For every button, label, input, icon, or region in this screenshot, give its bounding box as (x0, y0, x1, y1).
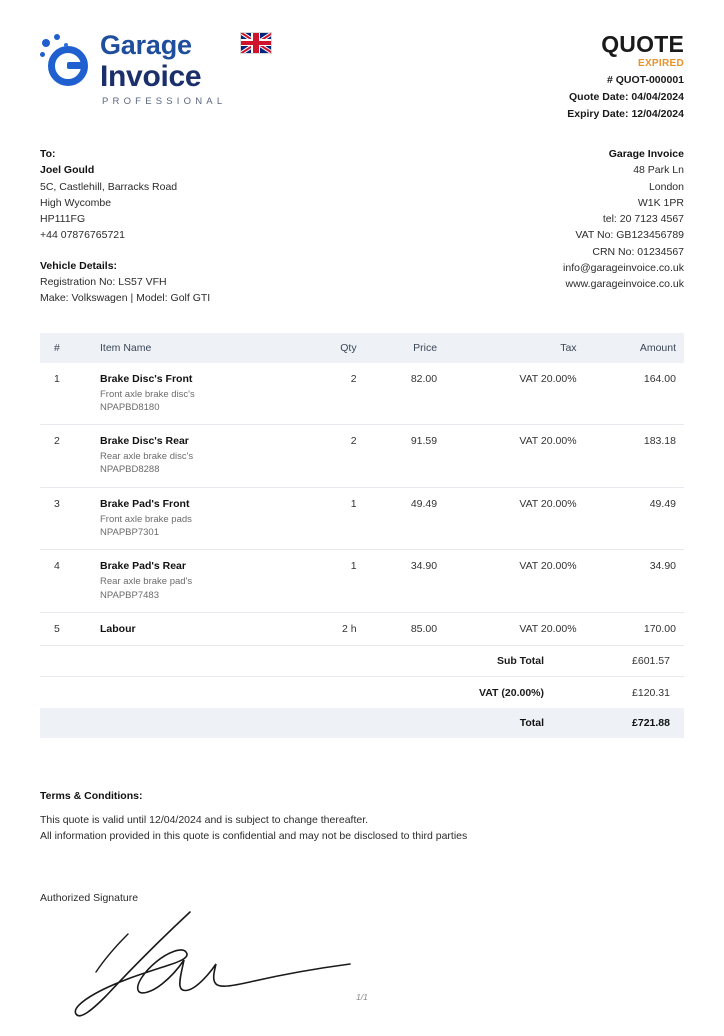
vat-row (40, 678, 684, 708)
cell-tax: VAT 20.00% (445, 487, 584, 550)
cell-tax: VAT 20.00% (445, 425, 584, 488)
status-badge: EXPIRED (637, 58, 684, 70)
item-description: Rear axle brake disc's (100, 451, 194, 463)
total-value: £721.88 (632, 716, 670, 729)
cell-item (92, 612, 303, 645)
cell-item (92, 425, 303, 488)
cell-price: 34.90 (365, 550, 446, 613)
document-meta (567, 28, 684, 120)
header-qty: Qty (303, 333, 365, 363)
supplier-vat-no: VAT No: GB123456789 (575, 229, 684, 242)
table-row (40, 550, 684, 613)
supplier-postcode: W1K 1PR (637, 196, 684, 209)
expiry-date: Expiry Date: 12/04/2024 (567, 108, 684, 121)
items-table-header (40, 333, 684, 363)
quote-date: Quote Date: 04/04/2024 (569, 91, 684, 104)
item-description: Front axle brake pads (100, 513, 192, 525)
item-name: Labour (100, 622, 136, 635)
table-header-row (40, 333, 684, 363)
header-tax: Tax (445, 333, 584, 363)
cell-amount: 183.18 (585, 425, 684, 488)
brand-line-professional: PROFESSIONAL (102, 95, 227, 107)
terms-section (40, 790, 684, 845)
cell-item (92, 363, 303, 425)
cell-qty: 1 (303, 550, 365, 613)
uk-flag-icon (240, 32, 272, 54)
cell-num: 4 (40, 550, 92, 613)
cell-amount: 49.49 (585, 487, 684, 550)
vehicle-registration: Registration No: LS57 VFH (40, 276, 167, 288)
bill-to-address-line1: 5C, Castlehill, Barracks Road (40, 180, 178, 193)
cell-qty: 1 (303, 487, 365, 550)
table-row (40, 425, 684, 488)
page-number: 1/1 (356, 992, 368, 1002)
subtotal-row (40, 646, 684, 677)
item-name: Brake Pad's Rear (100, 560, 186, 573)
bill-to-name: Joel Gould (40, 164, 95, 177)
terms-line-2: All information provided in this quote is confidential and may not be disclosed to third parties (40, 829, 468, 842)
subtotal-value: £601.57 (632, 654, 670, 667)
bill-to-address-line2: High Wycombe (40, 196, 112, 209)
supplier-website: www.garageinvoice.co.uk (565, 278, 684, 291)
table-row (40, 487, 684, 550)
vat-value: £120.31 (632, 686, 670, 699)
cell-price: 49.49 (365, 487, 446, 550)
garage-invoice-logo-icon (40, 34, 94, 88)
vehicle-details-label: Vehicle Details: (40, 259, 118, 272)
cell-price: 82.00 (365, 363, 446, 425)
cell-num: 3 (40, 487, 92, 550)
cell-tax: VAT 20.00% (445, 550, 584, 613)
brand-block (40, 28, 300, 107)
totals-table (40, 646, 684, 738)
cell-amount: 34.90 (585, 550, 684, 613)
total-label: Total (519, 716, 544, 729)
cell-qty: 2 (303, 425, 365, 488)
supplier-company: Garage Invoice (608, 148, 684, 161)
table-row (40, 363, 684, 425)
cell-tax: VAT 20.00% (445, 612, 584, 645)
supplier-address-line1: 48 Park Ln (633, 164, 684, 177)
signature-label: Authorized Signature (40, 892, 139, 905)
terms-line-1: This quote is valid until 12/04/2024 and is subject to change thereafter. (40, 813, 369, 826)
cell-item (92, 487, 303, 550)
item-code: NPAPBD8180 (100, 401, 160, 413)
vehicle-details-block (40, 258, 210, 307)
cell-amount: 170.00 (585, 612, 684, 645)
item-description: Front axle brake disc's (100, 388, 195, 400)
vehicle-make-model: Make: Volkswagen | Model: Golf GTI (40, 292, 211, 305)
header-price: Price (365, 333, 446, 363)
item-name: Brake Disc's Rear (100, 435, 189, 448)
vat-label: VAT (20.00%) (479, 686, 544, 699)
cell-item (92, 550, 303, 613)
total-row (40, 708, 684, 738)
item-name: Brake Pad's Front (100, 497, 190, 510)
cell-amount: 164.00 (585, 363, 684, 425)
table-row (40, 612, 684, 645)
header-item-name: Item Name (92, 333, 303, 363)
cell-qty: 2 h (303, 612, 365, 645)
document-number: # QUOT-000001 (606, 74, 684, 87)
cell-num: 1 (40, 363, 92, 425)
parties-section (40, 146, 684, 306)
cell-price: 91.59 (365, 425, 446, 488)
items-table-body (40, 363, 684, 646)
cell-num: 5 (40, 612, 92, 645)
items-table (40, 333, 684, 646)
brand-line-invoice: Invoice (100, 60, 202, 93)
bill-to-label: To: (40, 148, 56, 161)
supplier-address-line2: London (648, 180, 684, 193)
bill-to-phone: +44 07876765721 (40, 229, 125, 242)
supplier-email: info@garageinvoice.co.uk (563, 262, 684, 274)
cell-price: 85.00 (365, 612, 446, 645)
cell-num: 2 (40, 425, 92, 488)
supplier-tel: tel: 20 7123 4567 (602, 213, 684, 226)
signature-image (40, 906, 684, 1036)
supplier-block (563, 146, 684, 306)
cell-qty: 2 (303, 363, 365, 425)
subtotal-label: Sub Total (496, 654, 544, 667)
terms-title: Terms & Conditions: (40, 789, 143, 802)
bill-to-block (40, 146, 210, 306)
supplier-crn-no: CRN No: 01234567 (592, 245, 684, 258)
item-code: NPAPBP7301 (100, 527, 159, 539)
bill-to-postcode: HP111FG (40, 213, 86, 226)
item-code: NPAPBD8288 (100, 464, 160, 476)
item-name: Brake Disc's Front (100, 372, 193, 385)
document-header (40, 28, 684, 120)
cell-tax: VAT 20.00% (445, 363, 584, 425)
header-amount: Amount (585, 333, 684, 363)
item-code: NPAPBP7483 (100, 589, 159, 601)
item-description: Rear axle brake pad's (100, 576, 193, 588)
brand-line-garage: Garage (100, 30, 192, 60)
header-num: # (40, 333, 92, 363)
document-title: QUOTE (601, 31, 684, 57)
